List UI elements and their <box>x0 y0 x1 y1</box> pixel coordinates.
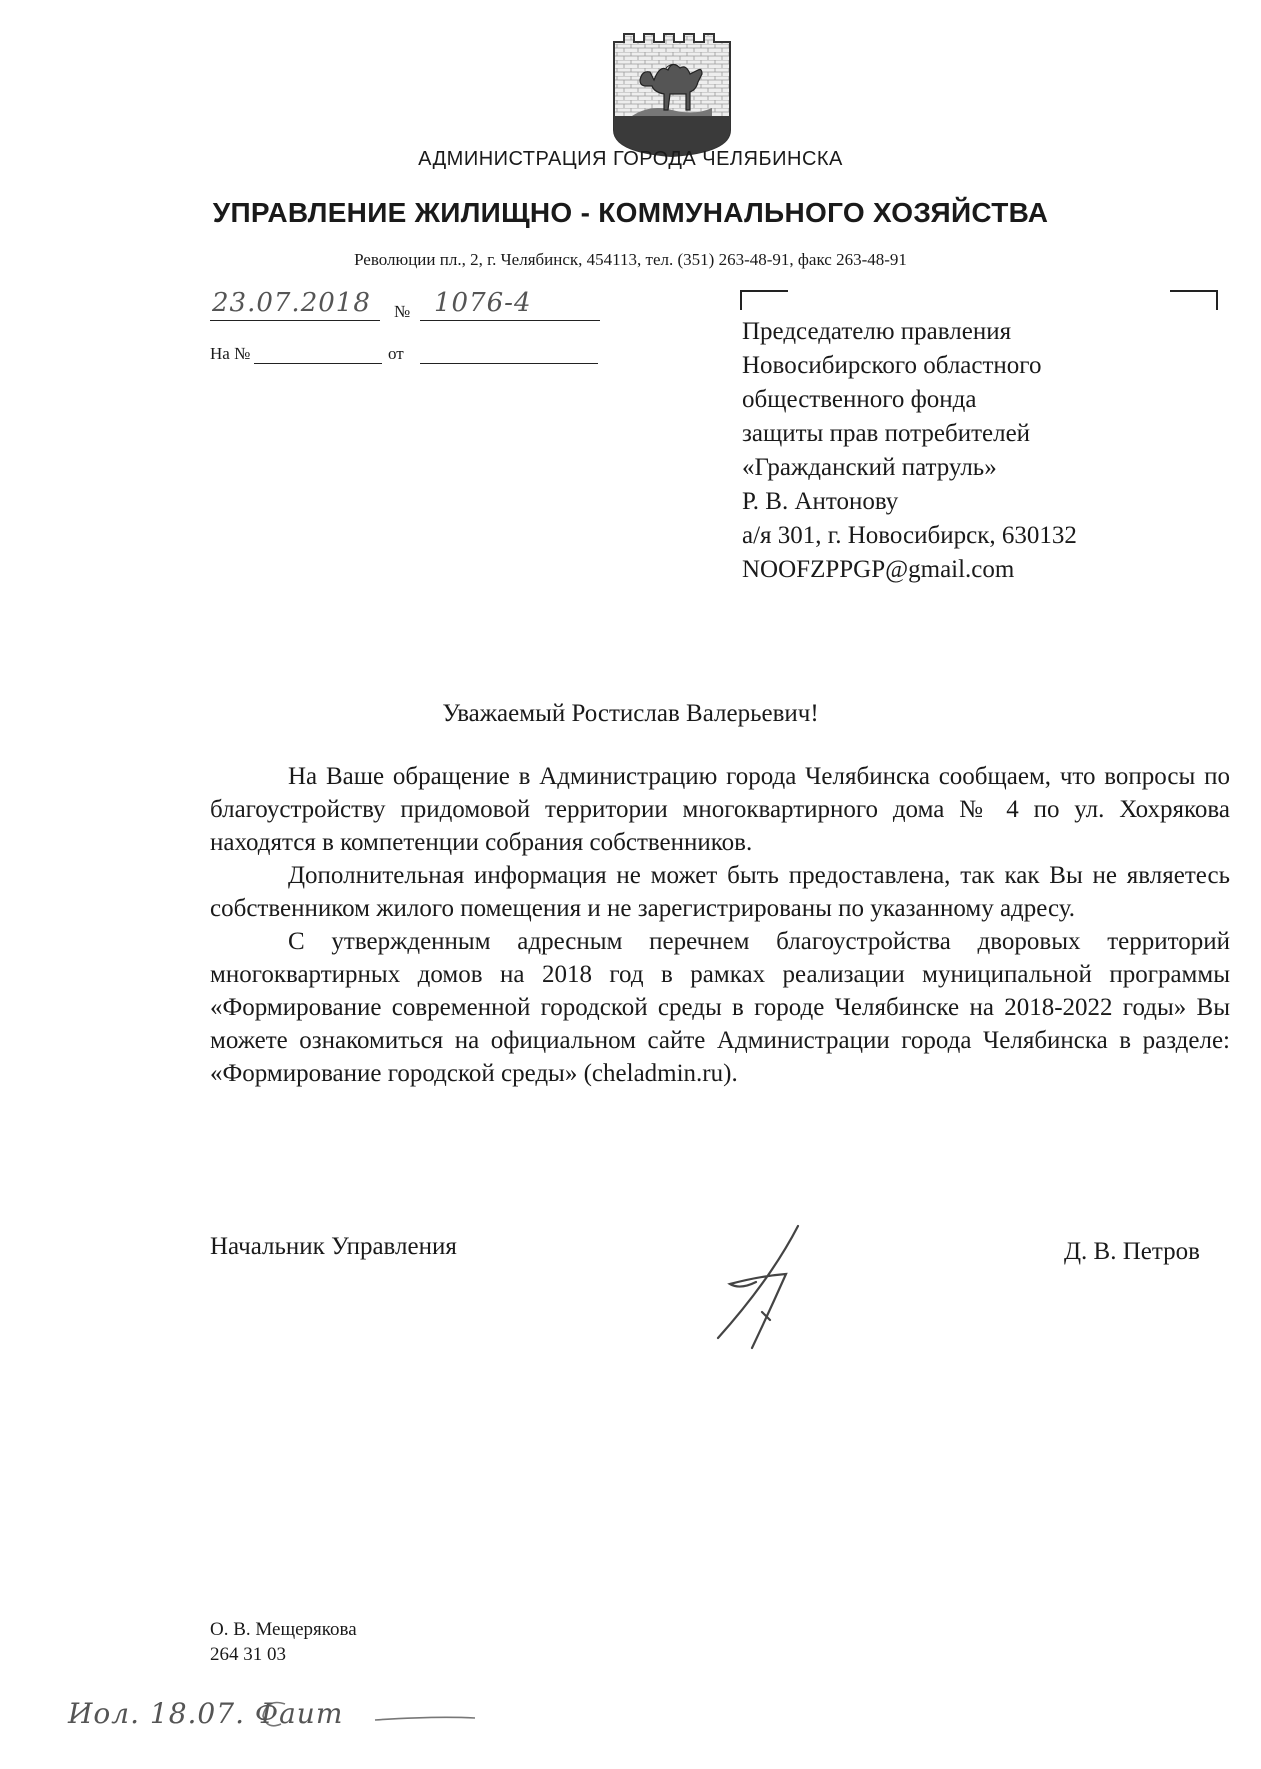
registration-number: 1076-4 <box>434 288 532 318</box>
recipient-line: а/я 301, г. Новосибирск, 630132 <box>742 522 1077 549</box>
registration-number-label: № <box>394 302 411 321</box>
org-address: Революции пл., 2, г. Челябинск, 454113, тел. (351) 263-48-91, факс 263-48-91 <box>354 250 907 269</box>
body-paragraph: С утвержденным адресным перечнем благоустройства дворовых территорий многоквартирных домов на 2018 год в рамках реализации муниципальной программы «Формирование современной городской среды в городе Челябинске на 2018-2022 годы» Вы можете ознакомиться на официальном сайте Администрации города Челябинска в разделе: «Формирование городской среды» (cheladmin.ru). <box>210 928 1230 1087</box>
underline <box>420 363 598 364</box>
executor-info <box>210 1617 357 1667</box>
executor-phone: 264 31 03 <box>210 1644 286 1665</box>
signer-title: Начальник Управления <box>210 1233 457 1260</box>
underline <box>420 320 600 321</box>
department-name: УПРАВЛЕНИЕ ЖИЛИЩНО - КОММУНАЛЬНОГО ХОЗЯЙСТВА <box>212 197 1049 228</box>
registration-date: 23.07.2018 <box>212 288 371 318</box>
reference-number-label: На № <box>210 344 251 363</box>
recipient-line: Председателю правления <box>742 318 1012 345</box>
registration-line <box>210 288 600 328</box>
address-corner-mark <box>1170 290 1218 310</box>
reference-line <box>210 344 610 374</box>
body-paragraph: Дополнительная информация не может быть предоставлена, так как Вы не являетесь собственником жилого помещения и не зарегистрированы по указанному адресу. <box>210 862 1230 922</box>
recipient-line: Р. В. Антонову <box>742 488 899 515</box>
handwritten-mark: Иол. 18.07. Фаит <box>68 1697 344 1730</box>
recipient-email: NOOFZPPGP@gmail.com <box>742 556 1015 583</box>
underline <box>210 320 380 321</box>
signer-name: Д. В. Петров <box>1064 1238 1200 1265</box>
letter-body <box>210 760 1230 1090</box>
org-name: АДМИНИСТРАЦИЯ ГОРОДА ЧЕЛЯБИНСКА <box>418 148 843 170</box>
recipient-line: общественного фонда <box>742 386 977 413</box>
city-emblem-icon <box>610 20 734 158</box>
recipient-line: «Гражданский патруль» <box>742 454 997 481</box>
recipient-line: защиты прав потребителей <box>742 420 1031 447</box>
recipient-block <box>742 315 1077 587</box>
address-corner-mark <box>740 290 788 310</box>
body-paragraph: На Ваше обращение в Администрацию города Челябинска сообщаем, что вопросы по благоустройству придомовой территории многоквартирного дома № 4 по ул. Хохрякова находятся в компетенции собрания собственников. <box>210 763 1230 856</box>
recipient-line: Новосибирского областного <box>742 352 1042 379</box>
executor-name: О. В. Мещерякова <box>210 1619 357 1640</box>
salutation: Уважаемый Ростислав Валерьевич! <box>442 700 819 727</box>
handwritten-signature-icon <box>700 1220 830 1360</box>
reference-from-label: от <box>388 344 404 363</box>
underline <box>254 363 382 364</box>
